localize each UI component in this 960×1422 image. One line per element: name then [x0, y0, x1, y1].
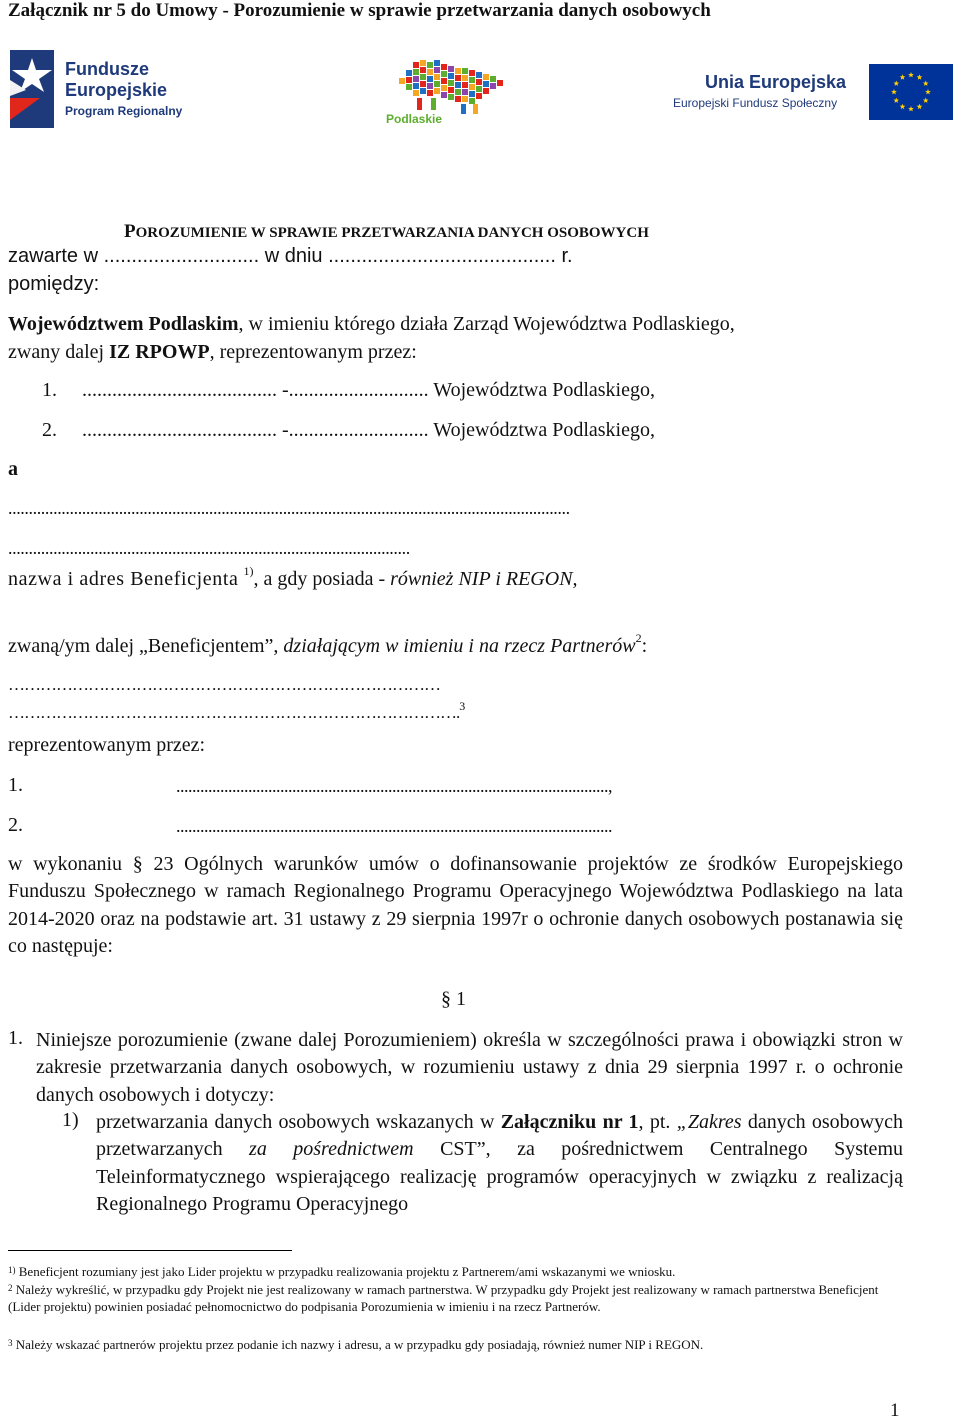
party-designation	[8, 341, 417, 364]
footnote-3	[8, 1336, 908, 1353]
footnote-ref-2: 2	[635, 631, 642, 645]
eu-flag-icon	[869, 64, 953, 120]
partners-ellipsis-text: ………………………………………………………………………….	[8, 703, 460, 722]
footnote-1-mark: 1)	[8, 1265, 16, 1275]
subclause-1-f: za pośrednictwem	[249, 1138, 414, 1161]
voivodeship-rest: , w imieniu którego działa Zarząd Województwa Podlaskiego,	[238, 313, 735, 335]
footnote-ref-3: 3	[459, 699, 465, 713]
partners-ellipsis-line1: ………………………………………………………………………	[8, 675, 440, 694]
beneficiary-designation-post: :	[641, 635, 648, 657]
representative-1: 1. ....................................... -............................ Województwa Podlaskiego,	[42, 379, 655, 401]
podlaskie-bison-icon	[383, 58, 515, 114]
podlaskie-logo-label: Podlaskie	[386, 112, 443, 126]
beneficiary-caption-text: nazwa i adres Beneficjenta	[8, 568, 239, 590]
beneficiary-rep-1-number: 1.	[8, 774, 23, 796]
ue-logo-line2: Europejski Fundusz Społeczny	[673, 96, 838, 110]
and-conjunction: a	[8, 458, 18, 480]
footnote-1	[8, 1263, 908, 1280]
beneficiary-dots-line2: ..................................................................................................	[8, 538, 410, 558]
footnote-3-text: Należy wskazać partnerów projektu przez podanie ich nazwy i adresu, a w przypadku gdy posiadają, również numer NIP i REGON.	[12, 1337, 704, 1352]
contract-place-date: zawarte w ............................ w dniu ......................................... r.	[8, 245, 573, 267]
beneficiary-designation	[8, 631, 648, 658]
subclause-1-attachment: Załączniku nr 1	[500, 1111, 639, 1133]
subclause-1-text	[96, 1109, 903, 1218]
beneficiary-caption-mid: , a gdy posiada -	[253, 568, 391, 590]
fe-logo-line1: Fundusze	[65, 59, 149, 79]
beneficiary-caption	[8, 564, 578, 591]
footnote-separator	[8, 1250, 292, 1251]
representative-2: 2. ....................................... -............................ Województwa Podlaskiego,	[42, 419, 655, 441]
subclause-1-g: CST”, za pośrednictwem Centralnego Systemu Teleinformatycznego wspierającego realizację programów operacyjnych w związku z realizacją Regionalnego Programu Operacyjnego	[96, 1138, 903, 1215]
beneficiary-dots-line1: .........................................................................................................................................	[8, 498, 570, 518]
beneficiary-rep-2-dots: .............................................................................................................	[176, 816, 612, 836]
beneficiary-caption-italic: również NIP i REGON,	[390, 568, 578, 590]
footnote-2-mark: 2	[8, 1283, 13, 1293]
fundusze-europejskie-logo	[10, 50, 200, 130]
between-label: pomiędzy:	[8, 273, 100, 295]
fe-logo-line2: Europejskie	[65, 80, 168, 100]
designation-abbrev: IZ RPOWP	[109, 341, 210, 363]
subclause-1-c: , pt.	[638, 1111, 677, 1133]
designation-pre: zwany dalej	[8, 341, 110, 363]
clause-1-number: 1.	[8, 1027, 23, 1049]
fe-logo-line3: Program Regionalny	[65, 104, 183, 118]
partners-ellipsis-line2	[8, 699, 465, 723]
title-initial: P	[124, 221, 136, 242]
footnote-3-mark: 3	[8, 1338, 13, 1348]
subclause-1-e: danych osobowych przetwarzanych	[96, 1111, 903, 1161]
beneficiary-rep-2-number: 2.	[8, 814, 23, 836]
subclause-1-d: „Zakres	[676, 1111, 742, 1133]
beneficiary-designation-pre: zwaną/ym dalej „Beneficjentem”,	[8, 635, 284, 657]
title-rest: OROZUMIENIE W SPRAWIE PRZETWARZANIA DANYCH OSOBOWYCH	[135, 225, 649, 241]
subclause-1-number: 1)	[62, 1109, 79, 1131]
beneficiary-rep-1-dots: ............................................................................................................,	[176, 776, 612, 796]
beneficiary-designation-italic: działającym w imieniu i na rzecz Partnerów	[283, 635, 636, 657]
document-header-title: Załącznik nr 5 do Umowy - Porozumienie w sprawie przetwarzania danych osobowych	[8, 0, 711, 21]
voivodeship-name: Województwem Podlaskim	[8, 313, 239, 335]
paragraph-1-heading: § 1	[441, 988, 466, 1010]
footnote-2-text: Należy wykreślić, w przypadku gdy Projekt nie jest realizowany w ramach partnerstwa. W przypadku gdy Projekt jest realizowany w ramach partnerstwa Beneficjent (Lider projektu) powinien posiadać pełnomocnictwo do podpisania Porozumienia w imieniu i na rzecz Partnerów.	[8, 1282, 879, 1314]
page-number: 1	[890, 1400, 900, 1421]
subclause-1-a: przetwarzania danych osobowych wskazanych w	[96, 1111, 501, 1133]
party-voivodeship	[8, 313, 735, 336]
fundusze-europejskie-emblem-icon	[10, 50, 54, 128]
eu-flag-logo	[869, 64, 953, 125]
clause-1-text: Niniejsze porozumienie (zwane dalej Porozumieniem) określa w szczególności prawa i obowiązki stron w zakresie przetwarzania danych osobowych, w rozumieniu ustawy z dnia 29 sierpnia 1997 r. o ochronie danych osobowych i dotyczy:	[36, 1029, 903, 1106]
footnote-2	[8, 1281, 908, 1315]
document-title	[124, 221, 649, 243]
footnote-1-text: Beneficjent rozumiany jest jako Lider projektu w przypadku realizowania projektu z Partnerem/ami wskazanymi we wniosku.	[15, 1264, 676, 1279]
designation-post: , reprezentowanym przez:	[209, 341, 417, 363]
podlaskie-logo	[383, 58, 515, 128]
ue-logo-line1: Unia Europejska	[705, 72, 847, 92]
legal-basis-paragraph: w wykonaniu § 23 Ogólnych warunków umów o dofinansowanie projektów ze środków Europejskiego Funduszu Społecznego w ramach Regionalnego Programu Operacyjnego Województwa Podlaskiego na lata 2014-2020 oraz na podstawie art. 31 ustawy z 29 sierpnia 1997r o ochronie danych osobowych postanawia się co następuje:	[8, 853, 903, 957]
represented-by-label: reprezentowanym przez:	[8, 734, 206, 756]
footnote-ref-1: 1)	[243, 564, 254, 578]
